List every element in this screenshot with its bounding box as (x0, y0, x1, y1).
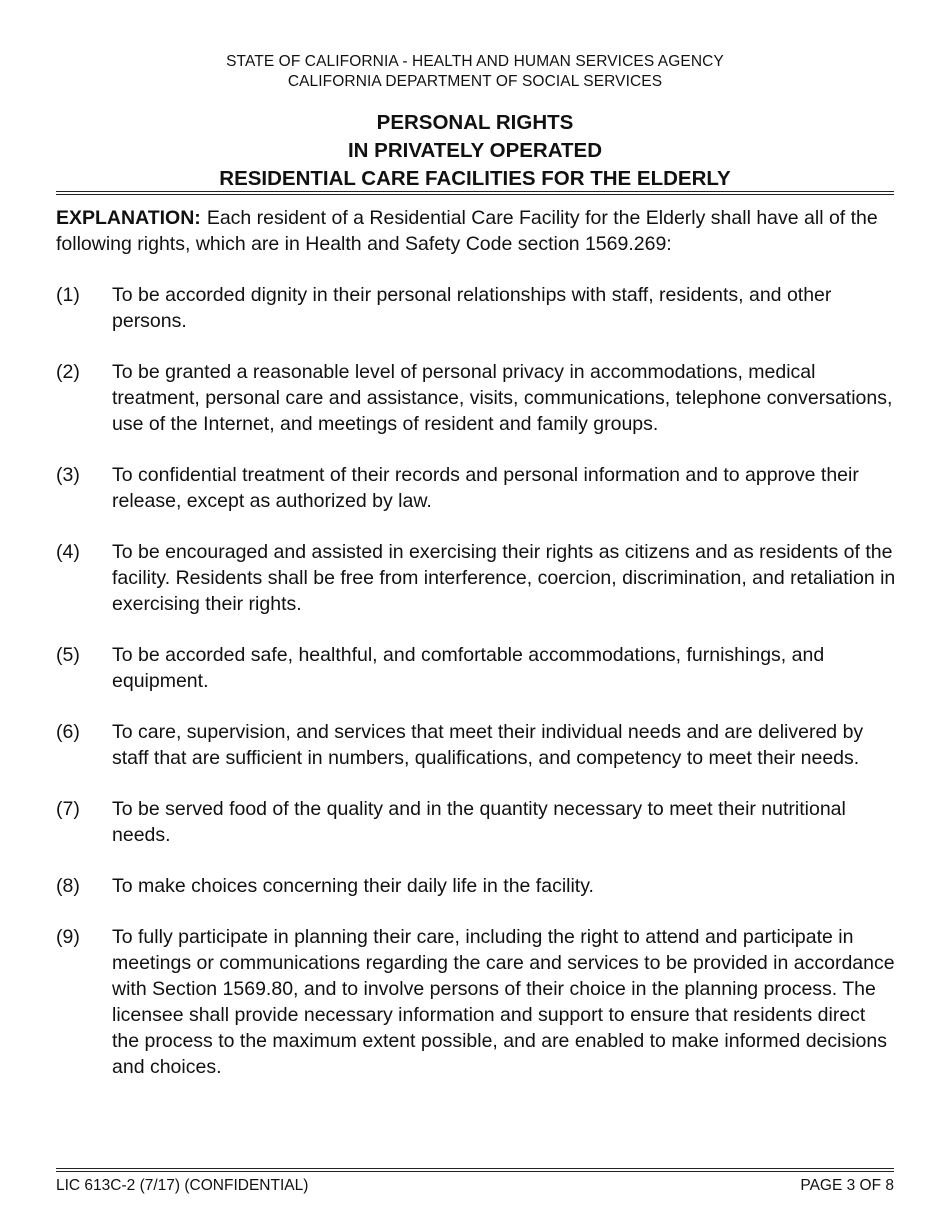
right-number: (6) (56, 721, 80, 743)
page-footer (56, 1176, 894, 1196)
right-number: (8) (56, 875, 80, 897)
right-number: (4) (56, 541, 80, 563)
right-number: (1) (56, 284, 80, 306)
right-number: (3) (56, 464, 80, 486)
document-title (0, 109, 950, 193)
agency-header (0, 52, 950, 92)
right-text: To confidential treatment of their records and personal information and to approve their release, except as authorized by law. (112, 464, 859, 512)
rights-list (56, 282, 896, 1105)
right-number: (5) (56, 644, 80, 666)
right-number: (9) (56, 926, 80, 948)
explanation-label: EXPLANATION: (56, 207, 201, 229)
list-item (56, 924, 896, 1080)
form-identifier: LIC 613C-2 (7/17) (CONFIDENTIAL) (56, 1177, 309, 1194)
right-number: (2) (56, 361, 80, 383)
list-item (56, 462, 896, 514)
right-number: (7) (56, 798, 80, 820)
right-text: To make choices concerning their daily life in the facility. (112, 875, 594, 897)
right-text: To care, supervision, and services that meet their individual needs and are delivered by staff that are sufficient in numbers, qualifications, and competency to meet their needs. (112, 721, 864, 769)
list-item (56, 719, 896, 771)
right-text: To be granted a reasonable level of personal privacy in accommodations, medical treatment, personal care and assistance, visits, communications, telephone conversations, use of the Internet, and meetings of resident and family groups. (112, 361, 893, 435)
title-line-2: IN PRIVATELY OPERATED (347, 139, 603, 162)
agency-line-1: STATE OF CALIFORNIA - HEALTH AND HUMAN SERVICES AGENCY (226, 53, 724, 70)
list-item (56, 539, 896, 617)
list-item (56, 796, 896, 848)
right-text: To be encouraged and assisted in exercising their rights as citizens and as residents of the facility. Residents shall be free from interference, coercion, discrimination, and retaliation in exercising their rights. (112, 541, 896, 615)
right-text: To be served food of the quality and in the quantity necessary to meet their nutritional needs. (112, 798, 846, 846)
footer-divider (56, 1168, 894, 1172)
right-text: To be accorded safe, healthful, and comfortable accommodations, furnishings, and equipment. (112, 644, 825, 692)
title-divider (56, 191, 894, 195)
list-item (56, 359, 896, 437)
right-text: To be accorded dignity in their personal relationships with staff, residents, and other persons. (112, 284, 832, 332)
right-text: To fully participate in planning their care, including the right to attend and participate in meetings or communications regarding the care and services to be provided in accordance with Section 1569.80, and to involve persons of their choice in the planning process. The licensee shall provide necessary information and support to ensure that residents direct the process to the maximum extent possible, and are enabled to make informed decisions and choices. (112, 926, 895, 1078)
list-item (56, 642, 896, 694)
list-item (56, 873, 896, 899)
title-line-1: PERSONAL RIGHTS (376, 111, 574, 134)
explanation-paragraph (56, 205, 896, 257)
explanation-text: Each resident of a Residential Care Facility for the Elderly shall have all of the following rights, which are in Health and Safety Code section 1569.269: (56, 207, 878, 255)
page-number: PAGE 3 OF 8 (800, 1177, 894, 1194)
agency-line-2: CALIFORNIA DEPARTMENT OF SOCIAL SERVICES (287, 73, 663, 90)
title-line-3: RESIDENTIAL CARE FACILITIES FOR THE ELDERLY (219, 167, 731, 190)
list-item (56, 282, 896, 334)
